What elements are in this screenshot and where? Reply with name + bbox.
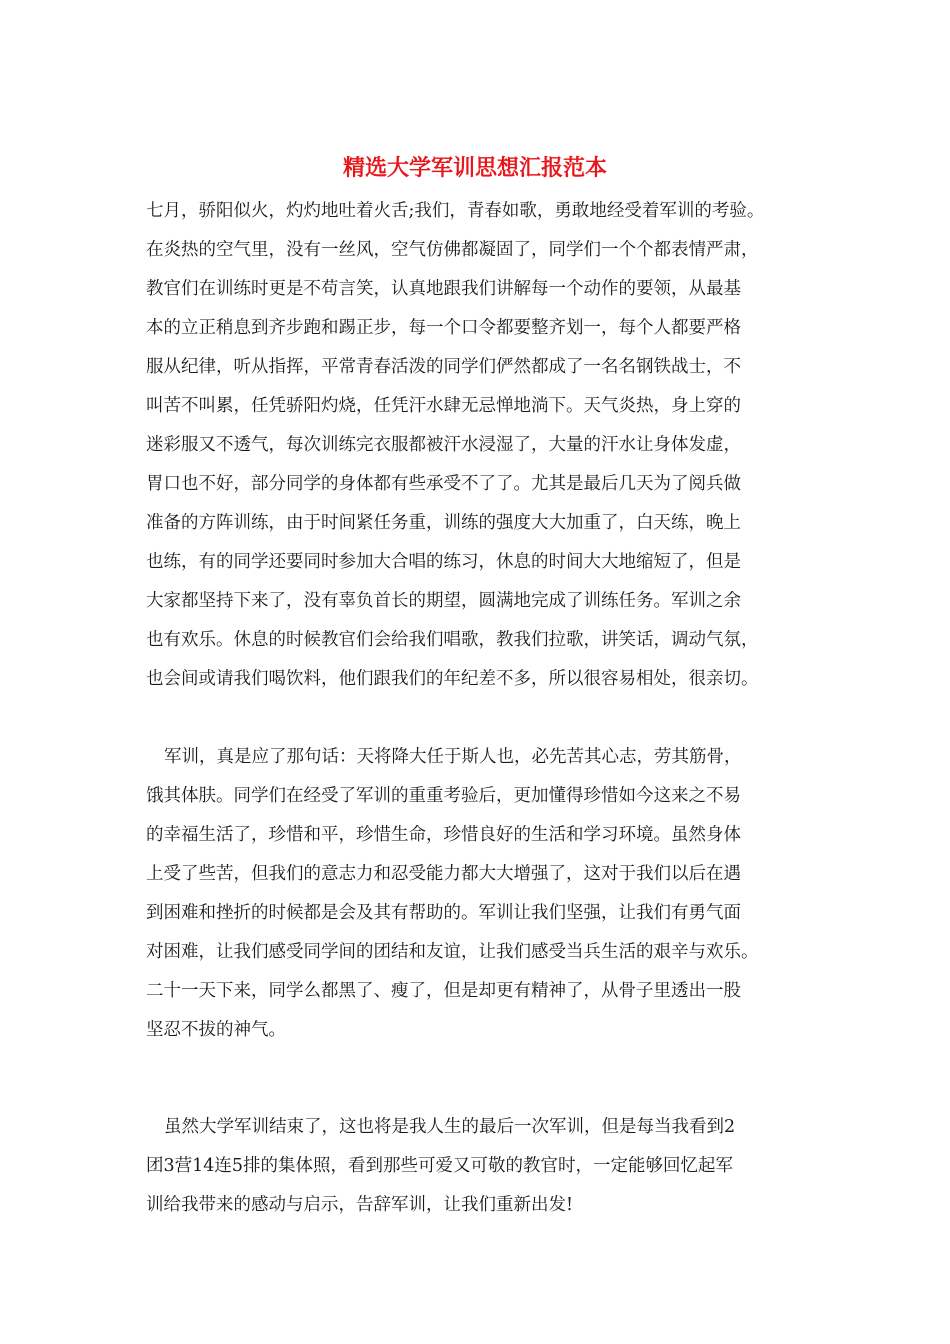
text-line: 也练，有的同学还要同时参加大合唱的练习，休息的时间大大地缩短了，但是 xyxy=(146,552,741,572)
text-line: 饿其体肤。同学们在经受了军训的重重考验后，更加懂得珍惜如今这来之不易 xyxy=(146,786,741,806)
text-line: 叫苦不叫累，任凭骄阳灼烧，任凭汗水肆无忌惮地淌下。天气炎热，身上穿的 xyxy=(146,396,741,416)
text-line: 准备的方阵训练，由于时间紧任务重，训练的强度大大加重了，白天练，晚上 xyxy=(146,513,741,533)
paragraph-1 xyxy=(146,192,764,699)
paragraph-3 xyxy=(146,1108,735,1225)
text-line: 到困难和挫折的时候都是会及其有帮助的。军训让我们坚强，让我们有勇气面 xyxy=(146,903,741,923)
text-line: 教官们在训练时更是不苟言笑，认真地跟我们讲解每一个动作的要领，从最基 xyxy=(146,279,741,299)
text-line: 也有欢乐。休息的时候教官们会给我们唱歌，教我们拉歌，讲笑话，调动气氛， xyxy=(146,630,759,650)
text-line: 迷彩服又不透气，每次训练完衣服都被汗水浸湿了，大量的汗水让身体发虚， xyxy=(146,435,741,455)
text-line: 本的立正稍息到齐步跑和踢正步，每一个口令都要整齐划一，每个人都要严格 xyxy=(146,318,741,338)
text-line: 军训，真是应了那句话：天将降大任于斯人也，必先苦其心志，劳其筋骨， xyxy=(164,747,742,767)
text-line: 团3营14连5排的集体照，看到那些可爱又可敬的教官时，一定能够回忆起军 xyxy=(146,1156,734,1176)
paragraph-2 xyxy=(146,738,759,1050)
text-line: 二十一天下来，同学么都黑了、瘦了，但是却更有精神了，从骨子里透出一股 xyxy=(146,981,741,1001)
text-line: 训给我带来的感动与启示，告辞军训，让我们重新出发! xyxy=(146,1195,574,1215)
text-line: 虽然大学军训结束了，这也将是我人生的最后一次军训，但是每当我看到2 xyxy=(164,1117,736,1137)
text-line: 对困难，让我们感受同学间的团结和友谊，让我们感受当兵生活的艰辛与欢乐。 xyxy=(146,942,759,962)
text-line: 七月，骄阳似火，灼灼地吐着火舌;我们，青春如歌，勇敢地经受着军训的考验。 xyxy=(146,201,765,221)
text-line: 坚忍不拔的神气。 xyxy=(146,1020,286,1040)
text-line: 的幸福生活了，珍惜和平，珍惜生命，珍惜良好的生活和学习环境。虽然身体 xyxy=(146,825,741,845)
text-line: 胃口也不好，部分同学的身体都有些承受不了了。尤其是最后几天为了阅兵做 xyxy=(146,474,741,494)
text-line: 也会间或请我们喝饮料，他们跟我们的年纪差不多，所以很容易相处，很亲切。 xyxy=(146,669,759,689)
text-line: 大家都坚持下来了，没有辜负首长的期望，圆满地完成了训练任务。军训之余 xyxy=(146,591,741,611)
page-title: 精选大学军训思想汇报范本 xyxy=(342,155,607,181)
text-line: 上受了些苦，但我们的意志力和忍受能力都大大增强了，这对于我们以后在遇 xyxy=(146,864,741,884)
text-line: 服从纪律，听从指挥，平常青春活泼的同学们俨然都成了一名名钢铁战士，不 xyxy=(146,357,741,377)
text-line: 在炎热的空气里，没有一丝风，空气仿佛都凝固了，同学们一个个都表情严肃， xyxy=(146,240,759,260)
